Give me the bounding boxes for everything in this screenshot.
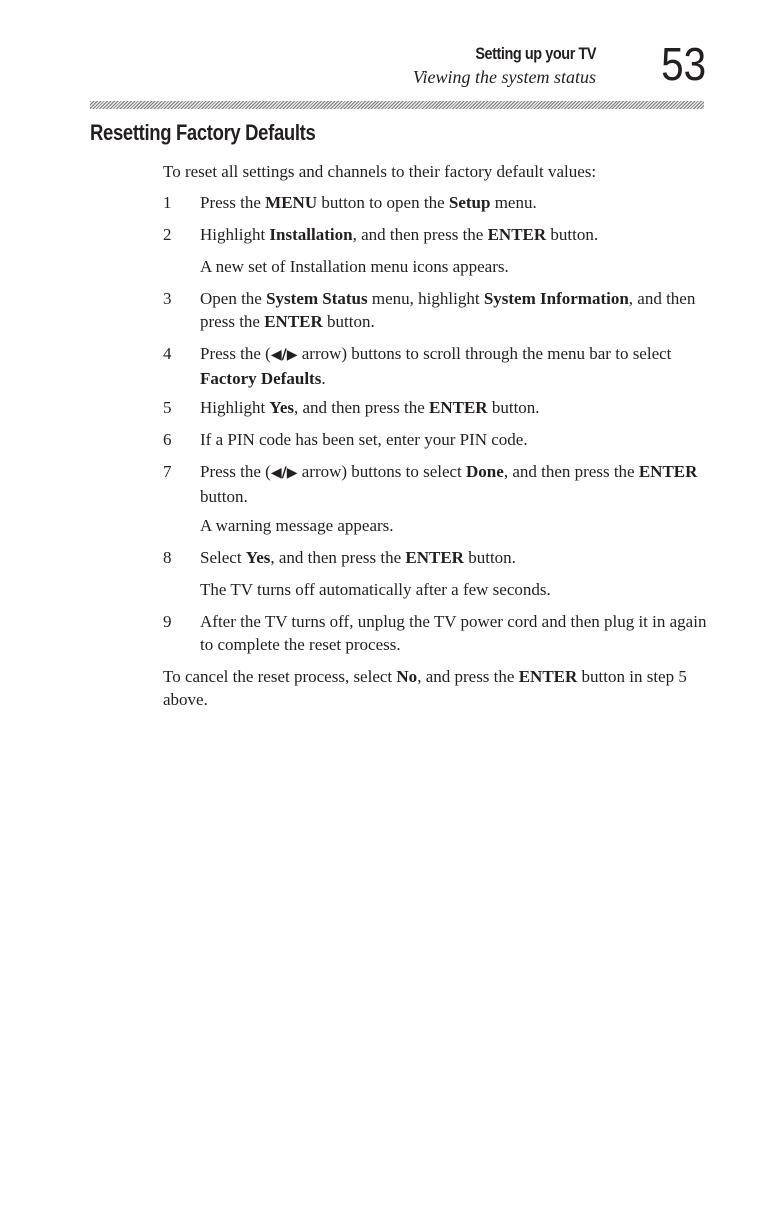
- step-number: 1: [163, 193, 172, 212]
- step-text: Press the (◀/▶ arrow) buttons to select Done, and then press the ENTER button.: [200, 462, 698, 506]
- step-text: Highlight Installation, and then press the ENTER button.: [200, 225, 599, 244]
- step-8-note: The TV turns off automatically after a few seconds.: [200, 580, 551, 599]
- step-2: [163, 223, 723, 246]
- step-number: 8: [163, 548, 172, 567]
- step-text: After the TV turns off, unplug the TV power cord and then plug it in again to complete the reset process.: [200, 612, 707, 654]
- step-number: 9: [163, 612, 172, 631]
- section-heading: Resetting Factory Defaults: [90, 120, 316, 145]
- page-number: 53: [660, 38, 706, 90]
- step-4: [163, 342, 723, 390]
- step-7: [163, 460, 723, 508]
- step-text: Press the MENU button to open the Setup menu.: [200, 193, 537, 212]
- left-right-arrow-icon: ◀/▶: [270, 347, 298, 363]
- step-3: [163, 287, 723, 333]
- running-header-section: Setting up your TV: [475, 44, 596, 63]
- step-5: [163, 396, 723, 419]
- step-text: Highlight Yes, and then press the ENTER button.: [200, 398, 540, 417]
- step-9: [163, 610, 723, 656]
- step-1: [163, 191, 723, 214]
- step-7-note: A warning message appears.: [200, 516, 394, 535]
- step-number: 3: [163, 289, 172, 308]
- step-8: [163, 546, 723, 569]
- step-text: If a PIN code has been set, enter your PIN code.: [200, 430, 528, 449]
- outro-paragraph: To cancel the reset process, select No, and press the ENTER button in step 5 above.: [163, 667, 687, 709]
- step-number: 5: [163, 398, 172, 417]
- step-text: Open the System Status menu, highlight System Information, and then press the ENTER button.: [200, 289, 696, 331]
- intro-paragraph: To reset all settings and channels to their factory default values:: [163, 162, 597, 181]
- step-text: Select Yes, and then press the ENTER button.: [200, 548, 516, 567]
- step-number: 7: [163, 462, 172, 481]
- left-right-arrow-icon: ◀/▶: [270, 465, 298, 481]
- running-header-subsection: Viewing the system status: [412, 67, 596, 87]
- step-text: Press the (◀/▶ arrow) buttons to scroll through the menu bar to select Factory Defaults.: [200, 344, 672, 388]
- step-2-note: A new set of Installation menu icons appears.: [200, 257, 509, 276]
- step-number: 4: [163, 344, 172, 363]
- step-number: 2: [163, 225, 172, 244]
- header-divider: [90, 101, 704, 109]
- step-6: [163, 428, 723, 451]
- step-number: 6: [163, 430, 172, 449]
